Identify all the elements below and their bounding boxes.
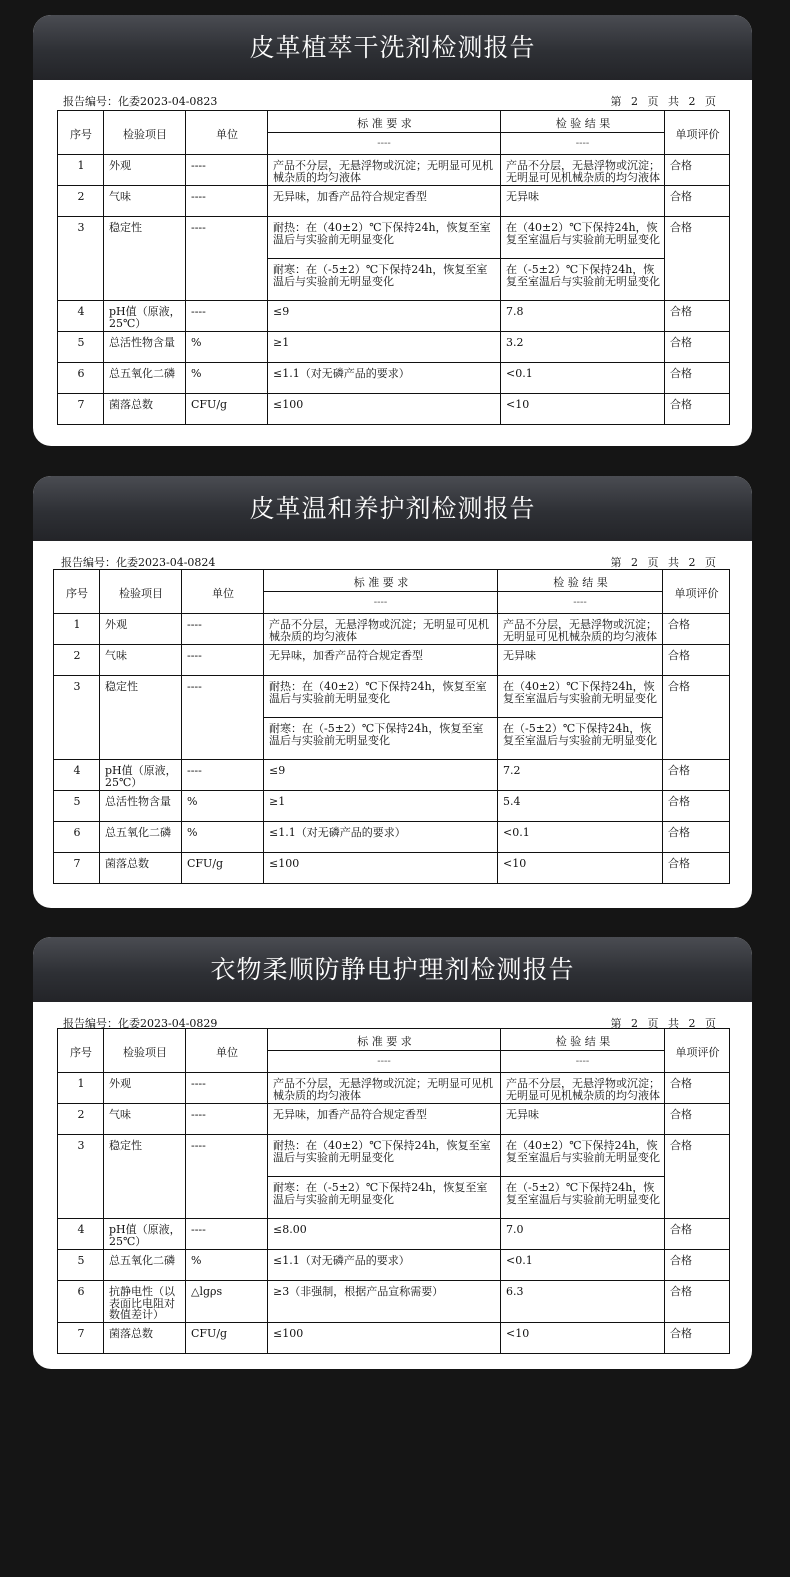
cell-result: <10 xyxy=(501,394,665,425)
cell-unit: % xyxy=(186,363,268,394)
header-no: 序号 xyxy=(58,111,104,155)
cell-item: 总活性物含量 xyxy=(104,332,186,363)
cell-item: 菌落总数 xyxy=(104,394,186,425)
cell-item: 总五氧化二磷 xyxy=(104,1250,186,1281)
cell-eval: 合格 xyxy=(665,332,730,363)
table-row xyxy=(54,853,730,884)
table-row xyxy=(54,791,730,822)
cell-item: 气味 xyxy=(100,645,182,676)
cell-result: <10 xyxy=(501,1323,665,1354)
cell-no: 5 xyxy=(58,1250,104,1281)
header-eval: 单项评价 xyxy=(665,111,730,155)
cell-eval: 合格 xyxy=(663,760,730,791)
cell-standard: 无异味，加香产品符合规定香型 xyxy=(268,186,501,217)
report-number: 报告编号：化委2023-04-0824 xyxy=(61,556,216,569)
report-card xyxy=(33,15,752,446)
cell-unit: ---- xyxy=(182,676,264,760)
cell-result: 在（40±2）℃下保持24h，恢复至室温后与实验前无明显变化 xyxy=(498,676,663,718)
table-row xyxy=(54,645,730,676)
cell-eval: 合格 xyxy=(665,1281,730,1323)
cell-standard: ≤1.1（对无磷产品的要求） xyxy=(268,1250,501,1281)
cell-unit: ---- xyxy=(186,1104,268,1135)
cell-standard: ≤9 xyxy=(264,760,498,791)
header-item: 检验项目 xyxy=(104,111,186,155)
cell-standard: ≥1 xyxy=(264,791,498,822)
header-result-sub: ---- xyxy=(501,133,665,155)
cell-no: 2 xyxy=(58,186,104,217)
cell-unit: % xyxy=(182,791,264,822)
table-row xyxy=(58,301,730,332)
cell-item: 稳定性 xyxy=(100,676,182,760)
cell-standard: ≤1.1（对无磷产品的要求） xyxy=(264,822,498,853)
cell-no: 5 xyxy=(54,791,100,822)
cell-unit: △lgρs xyxy=(186,1281,268,1323)
header-result-sub: ---- xyxy=(501,1051,665,1073)
cell-standard: ≤9 xyxy=(268,301,501,332)
cell-result: 无异味 xyxy=(498,645,663,676)
cell-no: 6 xyxy=(58,1281,104,1323)
cell-result: 在（40±2）℃下保持24h，恢复至室温后与实验前无明显变化 xyxy=(501,217,665,259)
cell-item: 气味 xyxy=(104,186,186,217)
cell-result: <0.1 xyxy=(501,1250,665,1281)
cell-unit: % xyxy=(186,332,268,363)
cell-eval: 合格 xyxy=(665,1250,730,1281)
cell-eval: 合格 xyxy=(665,1219,730,1250)
cell-standard: ≥1 xyxy=(268,332,501,363)
cell-standard: 耐热：在（40±2）℃下保持24h，恢复至室温后与实验前无明显变化 xyxy=(264,676,498,718)
cell-unit: % xyxy=(186,1250,268,1281)
cell-standard: 无异味，加香产品符合规定香型 xyxy=(268,1104,501,1135)
cell-result: 无异味 xyxy=(501,1104,665,1135)
header-unit: 单位 xyxy=(182,570,264,614)
report-title: 皮革温和养护剂检测报告 xyxy=(33,476,752,541)
header-item: 检验项目 xyxy=(104,1029,186,1073)
cell-no: 7 xyxy=(58,394,104,425)
report-table xyxy=(53,569,730,884)
cell-item: 总活性物含量 xyxy=(100,791,182,822)
table-row xyxy=(54,614,730,645)
cell-eval: 合格 xyxy=(665,1073,730,1104)
cell-unit: ---- xyxy=(182,760,264,791)
table-row xyxy=(58,1281,730,1323)
cell-item: 外观 xyxy=(104,1073,186,1104)
cell-eval: 合格 xyxy=(663,822,730,853)
report-title: 衣物柔顺防静电护理剂检测报告 xyxy=(33,937,752,1002)
cell-unit: ---- xyxy=(182,614,264,645)
table-row xyxy=(54,676,730,718)
table-row xyxy=(58,1323,730,1354)
report-meta xyxy=(33,80,752,110)
table-row xyxy=(54,822,730,853)
cell-result: 在（-5±2）℃下保持24h，恢复至室温后与实验前无明显变化 xyxy=(501,259,665,301)
report-meta xyxy=(33,541,752,571)
cell-eval: 合格 xyxy=(665,1323,730,1354)
table-header-row xyxy=(58,111,730,133)
report-title: 皮革植萃干洗剂检测报告 xyxy=(33,15,752,80)
table-row xyxy=(54,760,730,791)
cell-standard: ≤100 xyxy=(264,853,498,884)
cell-eval: 合格 xyxy=(665,363,730,394)
header-standard: 标 准 要 求 xyxy=(264,570,498,592)
cell-item: pH值（原液，25℃） xyxy=(104,1219,186,1250)
report-card xyxy=(33,937,752,1369)
page-indicator: 第 2 页 共 2 页 xyxy=(610,1017,716,1030)
cell-unit: CFU/g xyxy=(186,394,268,425)
table-row xyxy=(58,1219,730,1250)
cell-standard: ≤8.00 xyxy=(268,1219,501,1250)
cell-eval: 合格 xyxy=(663,645,730,676)
cell-unit: CFU/g xyxy=(186,1323,268,1354)
table-row xyxy=(58,1073,730,1104)
header-eval: 单项评价 xyxy=(663,570,730,614)
cell-no: 2 xyxy=(54,645,100,676)
cell-standard: ≤100 xyxy=(268,1323,501,1354)
cell-no: 1 xyxy=(58,155,104,186)
table-row xyxy=(58,394,730,425)
cell-standard: 产品不分层，无悬浮物或沉淀；无明显可见机械杂质的均匀液体 xyxy=(264,614,498,645)
cell-result: <0.1 xyxy=(498,822,663,853)
cell-item: 气味 xyxy=(104,1104,186,1135)
cell-unit: ---- xyxy=(186,1135,268,1219)
report-number: 报告编号：化委2023-04-0823 xyxy=(63,95,218,108)
report-number: 报告编号：化委2023-04-0829 xyxy=(63,1017,218,1030)
cell-eval: 合格 xyxy=(665,1104,730,1135)
cell-standard: ≤1.1（对无磷产品的要求） xyxy=(268,363,501,394)
cell-standard: 耐热：在（40±2）℃下保持24h，恢复至室温后与实验前无明显变化 xyxy=(268,217,501,259)
page-indicator: 第 2 页 共 2 页 xyxy=(610,95,716,108)
header-result: 检 验 结 果 xyxy=(498,570,663,592)
cell-standard: 产品不分层，无悬浮物或沉淀；无明显可见机械杂质的均匀液体 xyxy=(268,1073,501,1104)
table-row xyxy=(58,332,730,363)
header-unit: 单位 xyxy=(186,111,268,155)
cell-standard: 产品不分层，无悬浮物或沉淀；无明显可见机械杂质的均匀液体 xyxy=(268,155,501,186)
table-row xyxy=(58,1250,730,1281)
cell-eval: 合格 xyxy=(663,676,730,760)
cell-result: 产品不分层，无悬浮物或沉淀；无明显可见机械杂质的均匀液体 xyxy=(498,614,663,645)
cell-result: 5.4 xyxy=(498,791,663,822)
cell-item: 外观 xyxy=(100,614,182,645)
cell-standard: 耐寒：在（-5±2）℃下保持24h，恢复至室温后与实验前无明显变化 xyxy=(268,259,501,301)
cell-item: 外观 xyxy=(104,155,186,186)
report-table xyxy=(57,110,730,425)
cell-no: 7 xyxy=(54,853,100,884)
cell-eval: 合格 xyxy=(665,155,730,186)
cell-item: 抗静电性（以表面比电阻对数值差计） xyxy=(104,1281,186,1323)
cell-unit: ---- xyxy=(186,155,268,186)
table-row xyxy=(58,186,730,217)
cell-no: 1 xyxy=(54,614,100,645)
cell-eval: 合格 xyxy=(665,394,730,425)
cell-unit: ---- xyxy=(186,301,268,332)
cell-result: 7.2 xyxy=(498,760,663,791)
cell-standard: ≤100 xyxy=(268,394,501,425)
cell-eval: 合格 xyxy=(663,791,730,822)
table-row xyxy=(58,217,730,259)
cell-eval: 合格 xyxy=(665,217,730,301)
cell-result: 在（40±2）℃下保持24h，恢复至室温后与实验前无明显变化 xyxy=(501,1135,665,1177)
page-indicator: 第 2 页 共 2 页 xyxy=(610,556,716,569)
header-item: 检验项目 xyxy=(100,570,182,614)
cell-item: 稳定性 xyxy=(104,1135,186,1219)
cell-standard: 耐热：在（40±2）℃下保持24h，恢复至室温后与实验前无明显变化 xyxy=(268,1135,501,1177)
cell-eval: 合格 xyxy=(665,1135,730,1219)
table-row xyxy=(58,1104,730,1135)
cell-result: 在（-5±2）℃下保持24h，恢复至室温后与实验前无明显变化 xyxy=(498,718,663,760)
cell-result: 3.2 xyxy=(501,332,665,363)
cell-result: 在（-5±2）℃下保持24h，恢复至室温后与实验前无明显变化 xyxy=(501,1177,665,1219)
cell-no: 4 xyxy=(58,1219,104,1250)
cell-no: 4 xyxy=(58,301,104,332)
cell-no: 1 xyxy=(58,1073,104,1104)
cell-item: pH值（原液，25℃） xyxy=(100,760,182,791)
cell-no: 7 xyxy=(58,1323,104,1354)
cell-unit: CFU/g xyxy=(182,853,264,884)
cell-unit: ---- xyxy=(186,217,268,301)
cell-result: <0.1 xyxy=(501,363,665,394)
cell-item: 总五氧化二磷 xyxy=(100,822,182,853)
cell-no: 3 xyxy=(58,217,104,301)
header-no: 序号 xyxy=(54,570,100,614)
cell-eval: 合格 xyxy=(663,614,730,645)
header-result-sub: ---- xyxy=(498,592,663,614)
cell-result: 无异味 xyxy=(501,186,665,217)
cell-unit: ---- xyxy=(182,645,264,676)
cell-item: 总五氧化二磷 xyxy=(104,363,186,394)
cell-no: 4 xyxy=(54,760,100,791)
header-eval: 单项评价 xyxy=(665,1029,730,1073)
cell-unit: % xyxy=(182,822,264,853)
cell-standard: 耐寒：在（-5±2）℃下保持24h，恢复至室温后与实验前无明显变化 xyxy=(264,718,498,760)
header-standard: 标 准 要 求 xyxy=(268,111,501,133)
cell-result: 6.3 xyxy=(501,1281,665,1323)
cell-unit: ---- xyxy=(186,186,268,217)
cell-result: <10 xyxy=(498,853,663,884)
cell-standard: 耐寒：在（-5±2）℃下保持24h，恢复至室温后与实验前无明显变化 xyxy=(268,1177,501,1219)
cell-eval: 合格 xyxy=(665,301,730,332)
report-card xyxy=(33,476,752,908)
cell-result: 产品不分层，无悬浮物或沉淀；无明显可见机械杂质的均匀液体 xyxy=(501,1073,665,1104)
cell-standard: ≥3（非强制，根据产品宣称需要） xyxy=(268,1281,501,1323)
cell-unit: ---- xyxy=(186,1219,268,1250)
header-standard-sub: ---- xyxy=(268,133,501,155)
header-no: 序号 xyxy=(58,1029,104,1073)
cell-standard: 无异味，加香产品符合规定香型 xyxy=(264,645,498,676)
table-row xyxy=(58,1135,730,1177)
cell-eval: 合格 xyxy=(665,186,730,217)
cell-no: 6 xyxy=(54,822,100,853)
table-header-row xyxy=(58,1029,730,1051)
table-row xyxy=(58,363,730,394)
cell-item: pH值（原液，25℃） xyxy=(104,301,186,332)
cell-no: 6 xyxy=(58,363,104,394)
cell-no: 2 xyxy=(58,1104,104,1135)
report-table xyxy=(57,1028,730,1354)
cell-no: 3 xyxy=(54,676,100,760)
cell-unit: ---- xyxy=(186,1073,268,1104)
header-standard: 标 准 要 求 xyxy=(268,1029,501,1051)
header-standard-sub: ---- xyxy=(268,1051,501,1073)
table-row xyxy=(58,155,730,186)
cell-no: 5 xyxy=(58,332,104,363)
cell-item: 菌落总数 xyxy=(100,853,182,884)
cell-no: 3 xyxy=(58,1135,104,1219)
header-result: 检 验 结 果 xyxy=(501,111,665,133)
cell-item: 稳定性 xyxy=(104,217,186,301)
cell-eval: 合格 xyxy=(663,853,730,884)
header-result: 检 验 结 果 xyxy=(501,1029,665,1051)
cell-result: 7.8 xyxy=(501,301,665,332)
cell-item: 菌落总数 xyxy=(104,1323,186,1354)
header-standard-sub: ---- xyxy=(264,592,498,614)
cell-result: 产品不分层，无悬浮物或沉淀；无明显可见机械杂质的均匀液体 xyxy=(501,155,665,186)
header-unit: 单位 xyxy=(186,1029,268,1073)
cell-result: 7.0 xyxy=(501,1219,665,1250)
table-header-row xyxy=(54,570,730,592)
